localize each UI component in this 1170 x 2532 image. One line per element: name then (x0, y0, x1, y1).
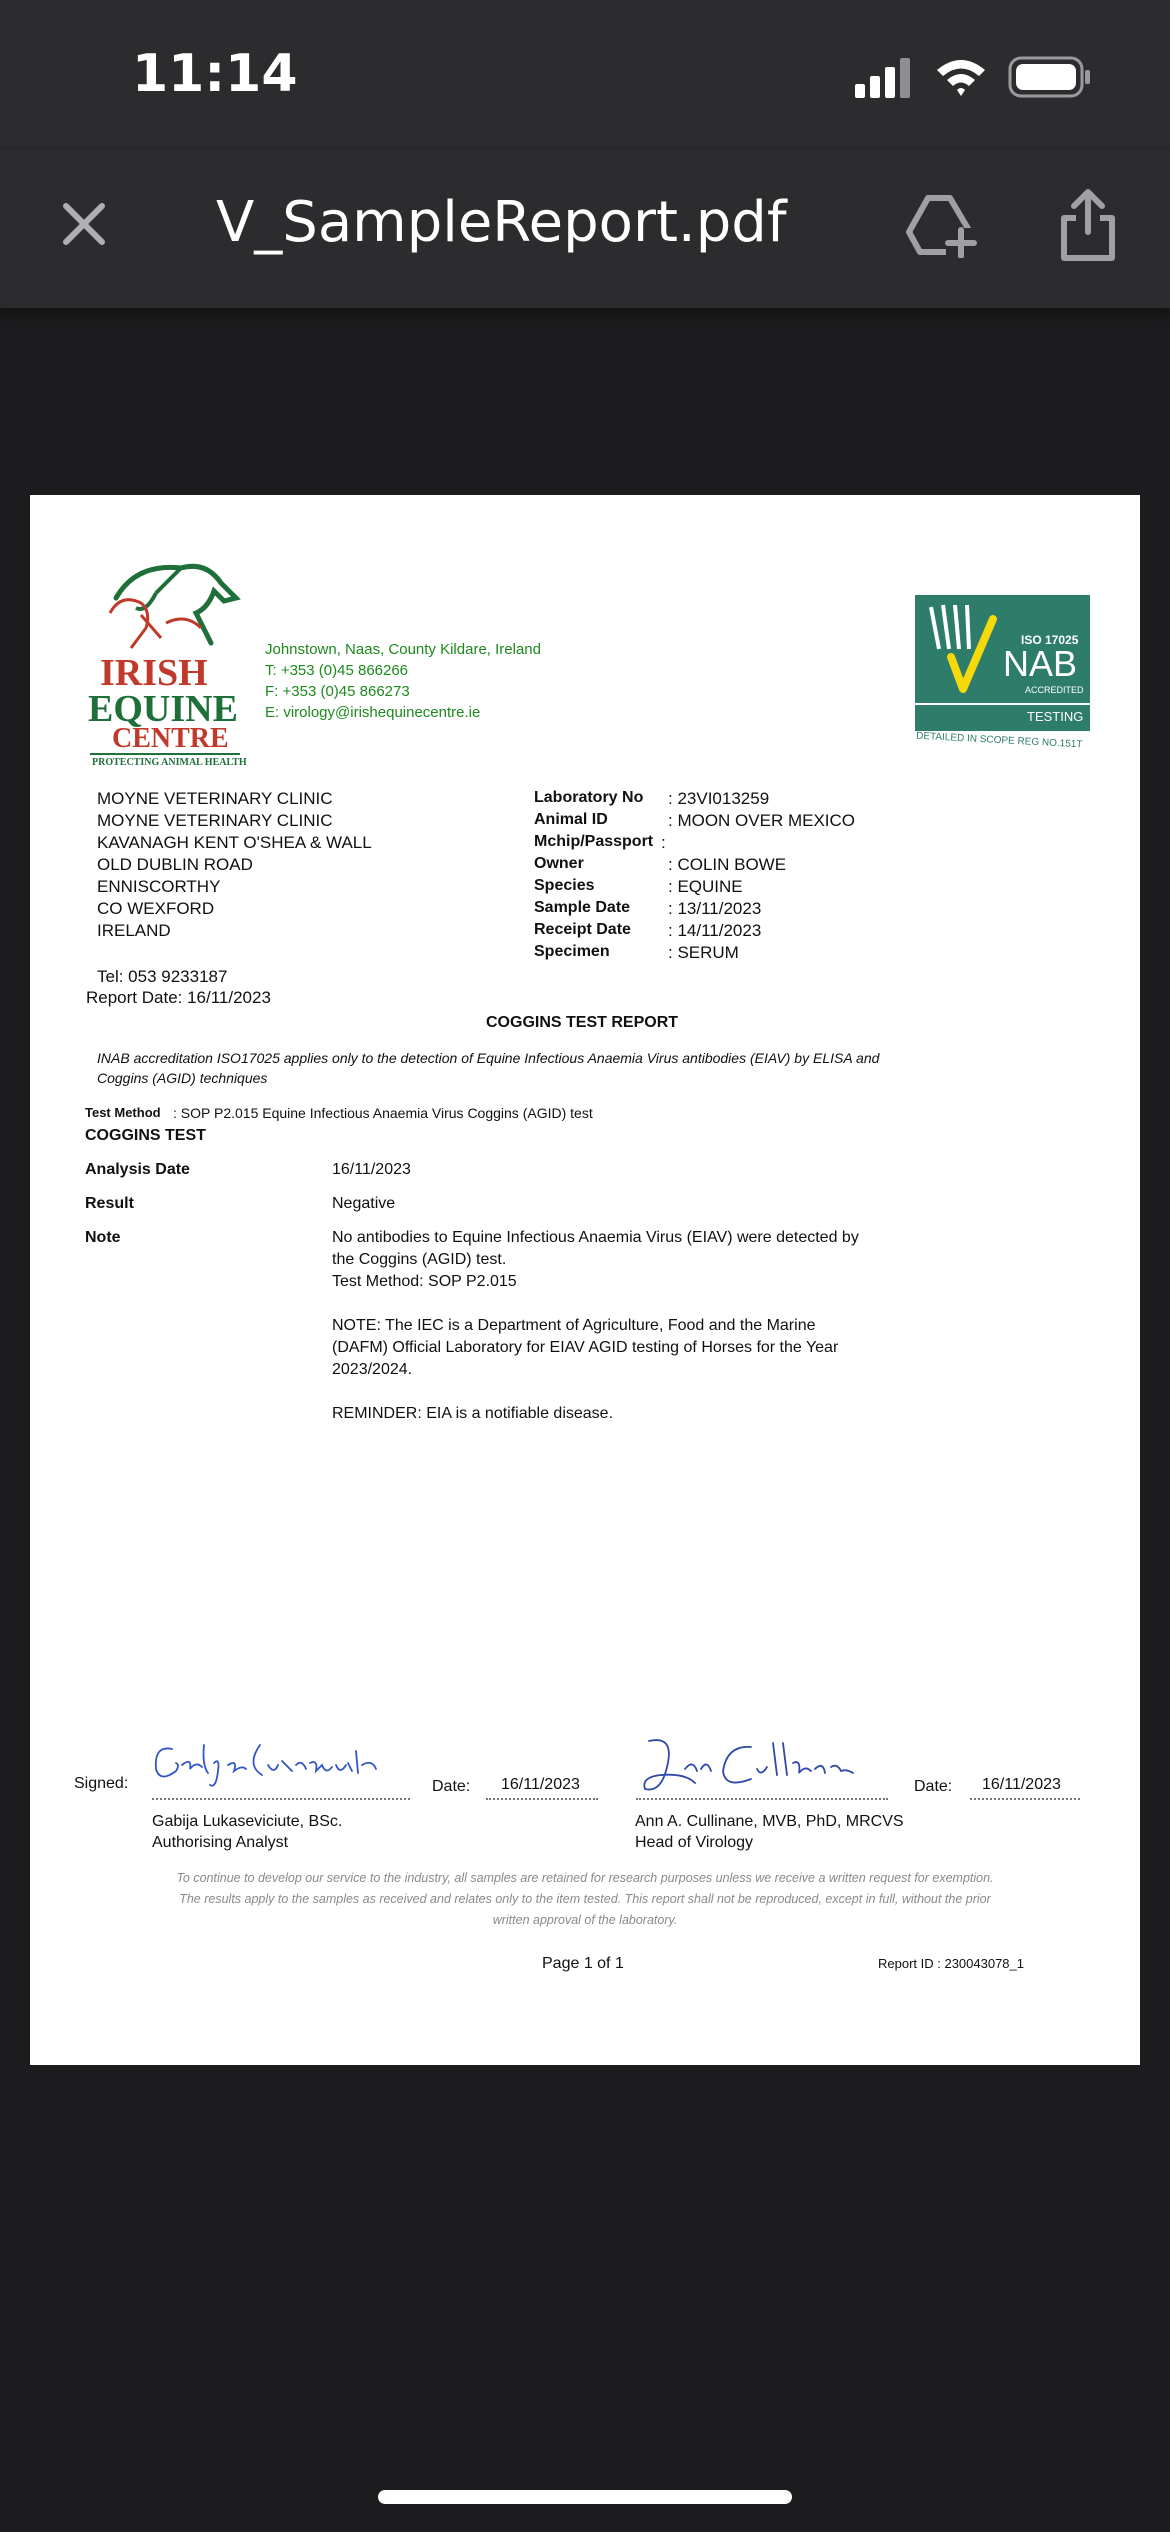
report-id: Report ID : 230043078_1 (878, 1956, 1024, 1971)
detail-value: : 13/11/2023 (668, 899, 762, 918)
section-title: COGGINS TEST (85, 1127, 206, 1144)
disclaimer-line: To continue to develop our service to the industry, all samples are retained for research purposes unless we receive a written request for exemption. (176, 1871, 994, 1885)
irish-equine-centre-logo (88, 553, 250, 768)
status-bar (0, 0, 1170, 150)
signature-line-virology (636, 1798, 888, 1800)
report-date: Report Date: 16/11/2023 (86, 988, 271, 1007)
detail-value: : MOON OVER MEXICO (668, 811, 856, 830)
inab-accredited-text: ACCREDITED (1025, 685, 1084, 695)
logo-text-equine: EQUINE (88, 688, 238, 730)
date-line-virology (970, 1798, 1080, 1800)
detail-label: Sample Date (534, 899, 631, 916)
sig2-name: Ann A. Cullinane, MVB, PhD, MRCVS (635, 1813, 904, 1830)
sig1-name: Gabija Lukaseviciute, BSc. (152, 1813, 343, 1830)
recipient-line: MOYNE VETERINARY CLINIC (97, 789, 333, 808)
inab-accreditation-logo (915, 595, 1090, 703)
note-line: 2023/2024. (332, 1361, 413, 1378)
contact-address: Johnstown, Naas, County Kildare, Ireland (265, 641, 541, 658)
contact-fax: F: +353 (0)45 866273 (265, 683, 410, 700)
horse-logo-graphic (96, 553, 246, 653)
sig2-date-label: Date: (914, 1778, 953, 1795)
file-title: V_SampleReport.pdf (216, 190, 787, 255)
share-icon[interactable] (1058, 188, 1118, 267)
clinic-telephone: Tel: 053 9233187 (97, 967, 228, 986)
logo-tagline: PROTECTING ANIMAL HEALTH (92, 757, 247, 768)
recipient-line: ENNISCORTHY (97, 877, 221, 896)
inab-testing-band (915, 703, 1090, 731)
note-line: REMINDER: EIA is a notifiable disease. (332, 1405, 614, 1422)
detail-label: Animal ID (534, 811, 608, 828)
detail-value: : SERUM (668, 943, 739, 962)
note-line: NOTE: The IEC is a Department of Agriculture, Food and the Marine (332, 1317, 816, 1334)
signature-analyst (150, 1735, 380, 1793)
contact-phone: T: +353 (0)45 866266 (265, 662, 409, 679)
sig1-title: Authorising Analyst (152, 1834, 289, 1851)
recipient-line: IRELAND (97, 921, 171, 940)
note-line: Test Method: SOP P2.015 (332, 1273, 517, 1290)
pdf-page[interactable] (30, 495, 1140, 2065)
detail-label: Specimen (534, 943, 610, 960)
signed-label: Signed: (74, 1775, 129, 1792)
disclaimer-line: written approval of the laboratory. (492, 1913, 678, 1927)
page-number: Page 1 of 1 (542, 1955, 624, 1972)
note-label: Note (85, 1229, 121, 1246)
analysis-date-value: 16/11/2023 (332, 1161, 411, 1178)
recipient-line: OLD DUBLIN ROAD (97, 855, 253, 874)
detail-value: : 23VI013259 (668, 789, 770, 808)
analysis-date-label: Analysis Date (85, 1161, 190, 1178)
note-line: No antibodies to Equine Infectious Anaemia Virus (EIAV) were detected by (332, 1229, 859, 1246)
contact-email: E: virology@irishequinecentre.ie (265, 704, 481, 721)
detail-label: Laboratory No (534, 789, 644, 806)
detail-value: : EQUINE (668, 877, 743, 896)
accreditation-note: INAB accreditation ISO17025 applies only to the detection of Equine Infectious Anaemia Virus antibodies (EIAV) by ELISA and (97, 1050, 880, 1066)
detail-value: : COLIN BOWE (668, 855, 787, 874)
detail-label: Mchip/Passport (534, 833, 654, 850)
result-label: Result (85, 1195, 134, 1212)
logo-text-centre: CENTRE (112, 723, 229, 754)
wifi-icon (935, 56, 987, 103)
note-line: (DAFM) Official Laboratory for EIAV AGID testing of Horses for the Year (332, 1339, 839, 1356)
inab-check-graphic (921, 599, 1001, 699)
inab-testing-text: TESTING (1027, 709, 1084, 724)
test-method-value: : SOP P2.015 Equine Infectious Anaemia Virus Coggins (AGID) test (173, 1105, 593, 1121)
detail-label: Species (534, 877, 595, 894)
detail-label: Owner (534, 855, 584, 872)
result-value: Negative (332, 1195, 396, 1212)
recipient-line: KAVANAGH KENT O'SHEA & WALL (97, 833, 372, 852)
battery-icon (1008, 56, 1092, 103)
report-title: COGGINS TEST REPORT (486, 1014, 679, 1031)
sig1-date-value: 16/11/2023 (501, 1776, 580, 1793)
sig2-title: Head of Virology (635, 1834, 753, 1851)
home-indicator[interactable] (378, 2490, 792, 2504)
note-line: the Coggins (AGID) test. (332, 1251, 507, 1268)
signature-head-of-virology (635, 1729, 865, 1795)
close-icon[interactable] (58, 198, 110, 255)
inab-brand-text: NAB (1003, 643, 1078, 684)
signature-line-analyst (152, 1798, 410, 1800)
detail-value: : (661, 833, 666, 852)
disclaimer-line: The results apply to the samples as received and relates only to the item tested. This report shall not be reproduced, except in full, without the prior (179, 1892, 991, 1906)
accreditation-note: Coggins (AGID) techniques (97, 1070, 268, 1086)
cellular-signal-icon (855, 58, 913, 103)
test-method-label: Test Method (85, 1105, 161, 1120)
sig1-date-label: Date: (432, 1778, 471, 1795)
detail-label: Receipt Date (534, 921, 631, 938)
recipient-line: MOYNE VETERINARY CLINIC (97, 811, 333, 830)
date-line-analyst (486, 1798, 598, 1800)
logo-text-irish: IRISH (100, 652, 208, 694)
logo-divider (90, 753, 240, 755)
status-time: 11:14 (132, 44, 298, 104)
detail-value: : 14/11/2023 (668, 921, 762, 940)
sig2-date-value: 16/11/2023 (982, 1776, 1061, 1793)
inab-scope-text: DETAILED IN SCOPE REG NO.151T (915, 730, 1083, 751)
inab-iso-text: ISO 17025 (1021, 633, 1079, 647)
recipient-line: CO WEXFORD (97, 899, 215, 918)
add-to-drive-icon[interactable] (906, 194, 978, 263)
